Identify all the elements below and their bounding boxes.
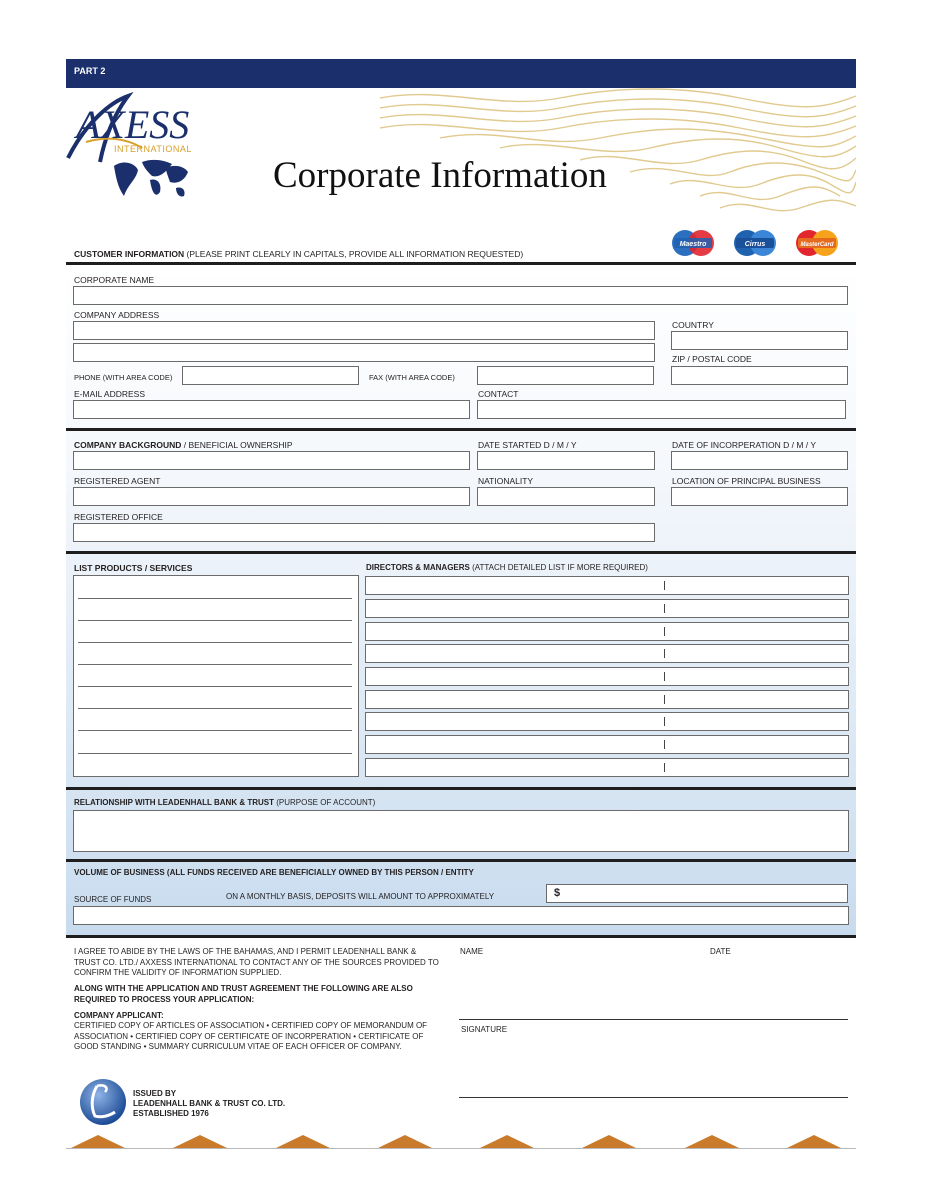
products-heading: LIST PRODUCTS / SERVICES: [74, 563, 193, 573]
background-field[interactable]: [73, 451, 470, 470]
phone-label: PHONE (WITH AREA CODE): [74, 373, 173, 382]
director-divider: [664, 672, 665, 681]
email-label: E-MAIL ADDRESS: [74, 389, 146, 399]
registered-office-label: REGISTERED OFFICE: [74, 512, 163, 522]
corporate-name-field[interactable]: [73, 286, 848, 305]
footer-line: [66, 1148, 856, 1149]
corporate-name-label: CORPORATE NAME: [74, 275, 155, 285]
section-rule: [66, 859, 856, 862]
director-row[interactable]: [365, 712, 849, 731]
directors-heading: DIRECTORS & MANAGERS (ATTACH DETAILED LIST IF MORE REQUIRED): [366, 563, 648, 572]
company-address-label: COMPANY ADDRESS: [74, 310, 160, 320]
country-label: COUNTRY: [672, 320, 714, 330]
date-label: DATE: [710, 947, 731, 956]
monthly-deposits-field[interactable]: [546, 884, 848, 903]
date-started-field[interactable]: [477, 451, 655, 470]
part-label: PART 2: [74, 66, 106, 76]
product-line: [78, 708, 352, 709]
requirements-text: ALONG WITH THE APPLICATION AND TRUST AGREEMENT THE FOLLOWING ARE ALSO REQUIRED TO PROCESS YOUR APPLICATION:: [74, 984, 413, 1004]
registered-office-field[interactable]: [73, 523, 655, 542]
fax-label: FAX (WITH AREA CODE): [369, 373, 455, 382]
footer-ornament: [71, 1135, 125, 1148]
issued-by-label: ISSUED BY: [133, 1089, 177, 1098]
company-address-line1[interactable]: [73, 321, 655, 340]
fax-field[interactable]: [477, 366, 654, 385]
director-divider: [664, 763, 665, 772]
name-label: NAME: [460, 947, 484, 956]
product-line: [78, 620, 352, 621]
mastercard-card-icon: [794, 228, 840, 258]
director-divider: [664, 695, 665, 704]
relationship-field[interactable]: [73, 810, 849, 852]
top-banner: [66, 59, 856, 88]
source-of-funds-label: SOURCE OF FUNDS: [74, 895, 152, 904]
product-line: [78, 664, 352, 665]
agreement-text: I AGREE TO ABIDE BY THE LAWS OF THE BAHAMAS, AND I PERMIT LEADENHALL BANK & TRUST CO. LTD./ AXXESS INTERNATIONAL TO CONTACT ANY OF THE SOURCES PROVIDED TO CONFIRM THE VALIDITY OF INFORMATION SUPPLIED.: [74, 947, 439, 977]
product-line: [78, 753, 352, 754]
source-of-funds-field[interactable]: [73, 906, 849, 925]
phone-field[interactable]: [182, 366, 359, 385]
monthly-deposits-label: ON A MONTHLY BASIS, DEPOSITS WILL AMOUNT TO APPROXIMATELY: [226, 892, 495, 901]
nationality-label: NATIONALITY: [478, 476, 534, 486]
director-divider: [664, 740, 665, 749]
products-box[interactable]: [73, 575, 359, 777]
registered-agent-field[interactable]: [73, 487, 470, 506]
product-line: [78, 598, 352, 599]
contact-field[interactable]: [477, 400, 846, 419]
product-line: [78, 686, 352, 687]
footer-ornament: [480, 1135, 534, 1148]
signature-label: SIGNATURE: [461, 1025, 508, 1034]
director-row[interactable]: [365, 644, 849, 663]
director-row[interactable]: [365, 667, 849, 686]
footer-ornament: [276, 1135, 330, 1148]
name-date-line[interactable]: [459, 1019, 848, 1020]
director-row[interactable]: [365, 690, 849, 709]
mastercard-label: MasterCard: [800, 242, 834, 248]
director-divider: [664, 649, 665, 658]
product-line: [78, 730, 352, 731]
signature-line[interactable]: [459, 1097, 848, 1098]
director-row[interactable]: [365, 599, 849, 618]
director-row[interactable]: [365, 576, 849, 595]
date-incorporation-label: DATE OF INCORPERATION D / M / Y: [672, 440, 817, 450]
customer-info-heading: CUSTOMER INFORMATION (PLEASE PRINT CLEARLY IN CAPITALS, PROVIDE ALL INFORMATION REQUESTED): [74, 249, 524, 259]
registered-agent-label: REGISTERED AGENT: [74, 476, 161, 486]
bank-name: LEADENHALL BANK & TRUST CO. LTD.: [133, 1099, 286, 1108]
director-row[interactable]: [365, 758, 849, 777]
section-rule: [66, 551, 856, 554]
applicant-heading: COMPANY APPLICANT:: [74, 1011, 164, 1020]
leadenhall-logo: [79, 1078, 127, 1126]
page-title: Corporate Information: [273, 155, 607, 196]
company-address-line2[interactable]: [73, 343, 655, 362]
volume-heading: VOLUME OF BUSINESS (ALL FUNDS RECEIVED ARE BENEFICIALLY OWNED BY THIS PERSON / ENTITY: [74, 868, 474, 877]
footer-ornament: [173, 1135, 227, 1148]
footer-ornament: [787, 1135, 841, 1148]
zip-field[interactable]: [671, 366, 848, 385]
director-divider: [664, 581, 665, 590]
nationality-field[interactable]: [477, 487, 655, 506]
director-divider: [664, 627, 665, 636]
director-divider: [664, 717, 665, 726]
logo-subtext: INTERNATIONAL: [114, 144, 192, 154]
director-row[interactable]: [365, 622, 849, 641]
product-line: [78, 642, 352, 643]
email-field[interactable]: [73, 400, 470, 419]
maestro-label: Maestro: [679, 241, 707, 248]
cirrus-label: Cirrus: [744, 241, 766, 248]
cirrus-card-icon: [732, 228, 778, 258]
section-rule: [66, 787, 856, 790]
location-field[interactable]: [671, 487, 848, 506]
section-rule: [66, 428, 856, 431]
zip-label: ZIP / POSTAL CODE: [672, 354, 752, 364]
currency-symbol: $: [554, 887, 561, 899]
footer-ornament: [378, 1135, 432, 1148]
company-background-heading: COMPANY BACKGROUND / BENEFICIAL OWNERSHIP: [74, 440, 293, 450]
location-label: LOCATION OF PRINCIPAL BUSINESS: [672, 476, 821, 486]
axess-logo: [66, 92, 216, 204]
applicant-text: CERTIFIED COPY OF ARTICLES OF ASSOCIATION • CERTIFIED COPY OF MEMORANDUM OF ASSOCIATION • CERTIFIED COPY OF CERTIFICATE OF INCORPERATION • CERTIFICATE OF GOOD STANDING • SUMMARY CURRICULUM VITAE OF EACH OFFICER OF COMPANY.: [74, 1021, 428, 1051]
logo-text: AXESS: [76, 102, 190, 147]
footer-ornament: [685, 1135, 739, 1148]
director-divider: [664, 604, 665, 613]
relationship-heading: RELATIONSHIP WITH LEADENHALL BANK & TRUST (PURPOSE OF ACCOUNT): [74, 798, 376, 807]
established-label: ESTABLISHED 1976: [133, 1109, 209, 1118]
director-row[interactable]: [365, 735, 849, 754]
date-started-label: DATE STARTED D / M / Y: [478, 440, 577, 450]
country-field[interactable]: [671, 331, 848, 350]
section-rule: [66, 935, 856, 938]
date-incorporation-field[interactable]: [671, 451, 848, 470]
contact-label: CONTACT: [478, 389, 519, 399]
footer-ornament: [582, 1135, 636, 1148]
maestro-card-icon: [670, 228, 716, 258]
